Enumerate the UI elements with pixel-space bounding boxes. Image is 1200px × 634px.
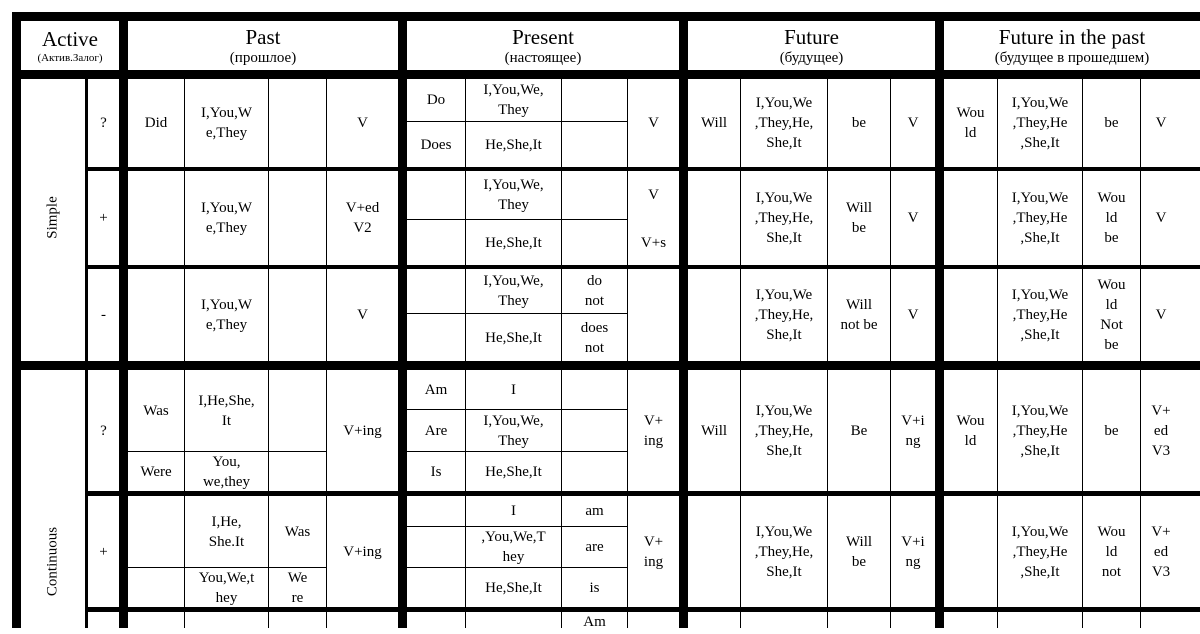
continuous-plus-present-be-1: am (585, 503, 604, 519)
continuous-plus-fip-verb: V+ ed V3 (1151, 523, 1171, 580)
simple-minus-past-subject: I,You,W e,They (201, 297, 252, 333)
continuous-minus-present-be: Am (583, 614, 606, 630)
simple-minus-future-verb: V (907, 307, 919, 323)
simple-plus-present-verb-1: V (648, 187, 659, 203)
simple-plus-sign: + (99, 210, 108, 226)
divider-future-fip (935, 12, 944, 628)
header-present (407, 21, 679, 70)
continuous-plus-future-subject: I,You,We ,They,He, She,It (754, 523, 814, 580)
simple-question-present-verb: V (648, 115, 659, 131)
continuous-plus-future-be: Will be (845, 533, 873, 570)
simple-plus-present-verb-2: V+s (640, 234, 667, 251)
simple-question-present-aux-1: Do (426, 92, 446, 108)
simple-question-future-aux: Will (700, 115, 728, 131)
simple-question-past-subject: I,You,W e,They (201, 105, 252, 141)
continuous-question-future-subject: I,You,We ,They,He, She,It (754, 402, 814, 459)
simple-plus-future-verb: V (907, 210, 919, 226)
continuous-question-past-aux-1: Was (143, 402, 169, 419)
header-present-title: Present (512, 24, 574, 49)
continuous-question-past-verb: V+ing (343, 422, 382, 439)
simple-question-fip-subject: I,You,We ,They,He ,She,It (1011, 95, 1069, 151)
simple-minus-past-verb: V (357, 307, 368, 323)
simple-question-future-subject: I,You,We ,They,He, She,It (754, 95, 814, 151)
header-past-subtitle: (прошлое) (229, 49, 297, 66)
simple-minus-present-negation-2: does not (580, 319, 609, 356)
frame-left-bar (12, 12, 21, 628)
simple-plus-fip-subject: I,You,We ,They,He ,She,It (1011, 190, 1069, 246)
simple-plus-fip-verb: V (1155, 210, 1167, 226)
continuous-question-past-subject-2: You, we,they (202, 453, 251, 490)
simple-minus-fip-be: Wou ld Not be (1097, 277, 1126, 353)
simple-minus-present-negation-1: do not (584, 273, 605, 309)
frame-top-bar (12, 12, 1200, 21)
header-active (21, 21, 119, 70)
continuous-question-past-aux-2: Were (140, 463, 172, 480)
simple-plus-past-verb: V+ed V2 (345, 200, 380, 236)
group-label-simple: Simple (44, 196, 61, 239)
header-active-title: Active (42, 26, 98, 51)
continuous-question-future-aux: Will (700, 422, 728, 439)
simple-question-present-aux-2: Does (420, 136, 452, 153)
simple-minus-future-subject: I,You,We ,They,He, She,It (754, 287, 814, 343)
continuous-plus-present-subject-3: He,She,It (485, 579, 542, 596)
simple-plus-future-be: Will be (845, 200, 873, 236)
simple-question-future-be: be (851, 115, 867, 131)
simple-question-present-subject-1: I,You,We, They (483, 82, 544, 118)
continuous-plus-future-verb: V+i ng (901, 533, 925, 570)
continuous-question-present-subject-3: He,She,It (485, 463, 542, 480)
simple-question-present-subject-2: He,She,It (485, 136, 542, 153)
simple-question-sign: ? (100, 115, 107, 131)
continuous-question-present-verb: V+ ing (643, 412, 664, 449)
continuous-plus-past-aux-1: Was (284, 523, 311, 540)
group-label-continuous: Continuous (44, 526, 61, 597)
simple-plus-future-subject: I,You,We ,They,He, She,It (754, 190, 814, 246)
continuous-plus-fip-be: Wou ld not (1097, 523, 1126, 580)
continuous-plus-past-aux-2: We re (287, 569, 308, 606)
continuous-plus-past-subject-1: I,He, She.It (208, 513, 245, 550)
header-present-subtitle: (настоящее) (504, 49, 582, 66)
continuous-question-present-aux-3: Is (430, 463, 442, 480)
continuous-question-fip-subject: I,You,We ,They,He ,She,It (1011, 402, 1069, 459)
simple-question-fip-aux: Wou ld (956, 105, 985, 141)
continuous-plus-present-subject-2: ,You,We,T hey (481, 529, 546, 565)
continuous-row-bar-2 (86, 607, 1200, 612)
header-past (128, 21, 398, 70)
simple-minus-sign: - (101, 307, 106, 323)
continuous-plus-sign: + (99, 543, 108, 560)
header-active-subtitle: (Актив.Залог) (37, 51, 103, 64)
simple-plus-present-subject-1: I,You,We, They (483, 177, 544, 213)
divider-past-present (398, 12, 407, 628)
continuous-question-fip-be: be (1104, 422, 1119, 439)
continuous-plus-present-verb: V+ ing (643, 533, 664, 570)
simple-minus-future-be: Will not be (840, 297, 878, 333)
divider-active-past (119, 12, 128, 628)
simple-minus-present-subject-1: I,You,We, They (483, 273, 544, 309)
header-future-title: Future (784, 24, 839, 49)
continuous-plus-present-be-2: are (585, 539, 604, 555)
header-bottom-bar (12, 70, 1200, 79)
continuous-question-future-verb: V+i ng (901, 412, 925, 449)
simple-question-past-verb: V (357, 115, 368, 131)
continuous-question-past-subject-1: I,He,She, It (198, 392, 255, 429)
simple-question-future-verb: V (907, 115, 919, 131)
simple-minus-fip-verb: V (1155, 307, 1167, 323)
continuous-question-sign: ? (100, 422, 107, 439)
header-fip-title: Future in the past (998, 24, 1146, 49)
continuous-question-present-aux-1: Am (424, 381, 448, 398)
simple-plus-present-subject-2: He,She,It (485, 234, 542, 251)
header-future-in-past (944, 21, 1200, 70)
continuous-plus-present-subject-1: I (511, 503, 516, 519)
simple-minus-fip-subject: I,You,We ,They,He ,She,It (1011, 287, 1069, 343)
simple-question-fip-be: be (1104, 115, 1119, 131)
continuous-question-present-subject-1: I (511, 381, 516, 398)
header-future (688, 21, 935, 70)
header-fip-subtitle: (будущее в прошедшем) (994, 49, 1150, 66)
header-past-title: Past (245, 24, 281, 49)
continuous-question-future-be: Be (850, 422, 868, 439)
header-future-subtitle: (будущее) (779, 49, 844, 66)
continuous-question-present-subject-2: I,You,We, They (483, 412, 544, 449)
continuous-plus-past-verb: V+ing (343, 543, 382, 560)
continuous-plus-fip-subject: I,You,We ,They,He ,She,It (1011, 523, 1069, 580)
simple-plus-past-subject: I,You,W e,They (201, 200, 252, 236)
simple-plus-fip-be: Wou ld be (1097, 190, 1126, 246)
continuous-plus-present-be-3: is (589, 579, 600, 596)
continuous-question-present-aux-2: Are (424, 422, 448, 439)
continuous-question-fip-aux: Wou ld (956, 412, 985, 449)
continuous-plus-past-subject-2: You,We,t hey (198, 569, 255, 606)
continuous-question-fip-verb: V+ ed V3 (1151, 402, 1171, 459)
simple-question-past-aux: Did (144, 115, 168, 131)
divider-present-future (679, 12, 688, 628)
simple-continuous-bar (12, 361, 1200, 370)
simple-question-fip-verb: V (1155, 115, 1167, 131)
simple-minus-present-subject-2: He,She,It (485, 329, 542, 346)
